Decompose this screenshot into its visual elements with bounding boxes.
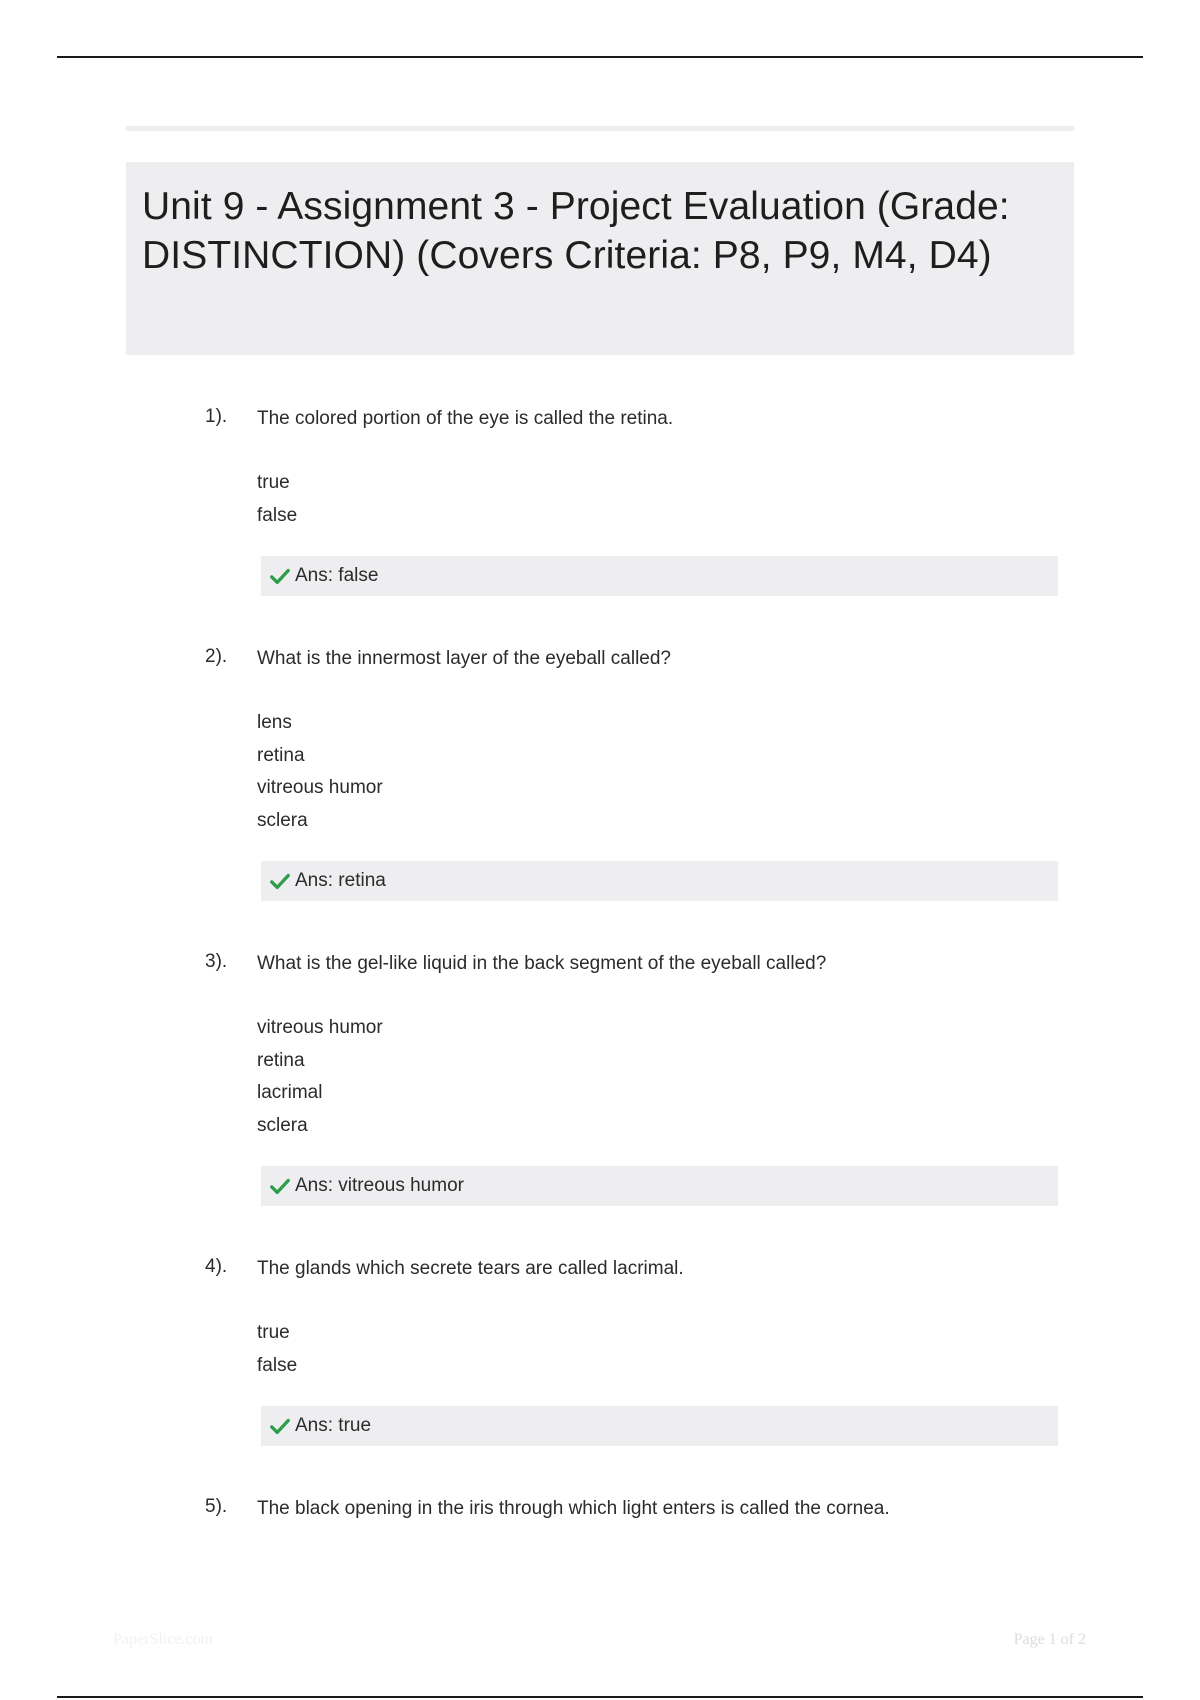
answer-text: Ans: vitreous humor [295,1175,464,1196]
answer-text: Ans: retina [295,870,386,891]
option: vitreous humor [257,777,383,798]
option: false [257,504,298,526]
page-number: Page 1 of 2 [1013,1631,1086,1648]
title-box [126,162,1074,355]
watermark: PaperSlice.com [113,1631,213,1648]
option: retina [257,744,305,766]
options-list [257,1317,297,1382]
option: lacrimal [257,1082,323,1103]
question-number: 4). [205,1256,228,1277]
option: lens [257,712,292,733]
answer-text: Ans: false [295,565,379,586]
answer-box [261,1406,1058,1446]
option: sclera [257,1114,308,1136]
check-icon [269,870,291,892]
option: vitreous humor [257,1017,383,1038]
check-icon [269,1175,291,1197]
question-text: The glands which secrete tears are called lacrimal. [257,1258,684,1279]
options-list [257,707,383,837]
question-number: 2). [205,646,228,667]
answer-box [261,1166,1058,1206]
option: sclera [257,809,308,831]
question-text: The black opening in the iris through which light enters is called the cornea. [257,1498,890,1519]
check-icon [269,1415,291,1437]
check-icon [269,565,291,587]
option: true [257,1322,290,1343]
question-number: 1). [205,406,228,427]
question-text: What is the gel-like liquid in the back segment of the eyeball called? [257,953,827,974]
option: false [257,1354,298,1376]
bottom-rule [57,1696,1143,1698]
document-title: Unit 9 - Assignment 3 - Project Evaluation (Grade: DISTINCTION) (Covers Criteria: P8, P9, M4, D4) [142,185,1010,277]
top-rule [57,56,1143,58]
option: true [257,472,290,493]
header-divider [126,126,1074,131]
question-number: 5). [205,1496,228,1517]
question-text: The colored portion of the eye is called the retina. [257,408,674,429]
question-text: What is the innermost layer of the eyeball called? [257,648,671,669]
answer-box [261,556,1058,596]
option: retina [257,1049,305,1071]
answer-box [261,861,1058,901]
options-list [257,1012,383,1142]
answer-text: Ans: true [295,1415,372,1436]
question-number: 3). [205,951,228,972]
options-list [257,467,297,532]
